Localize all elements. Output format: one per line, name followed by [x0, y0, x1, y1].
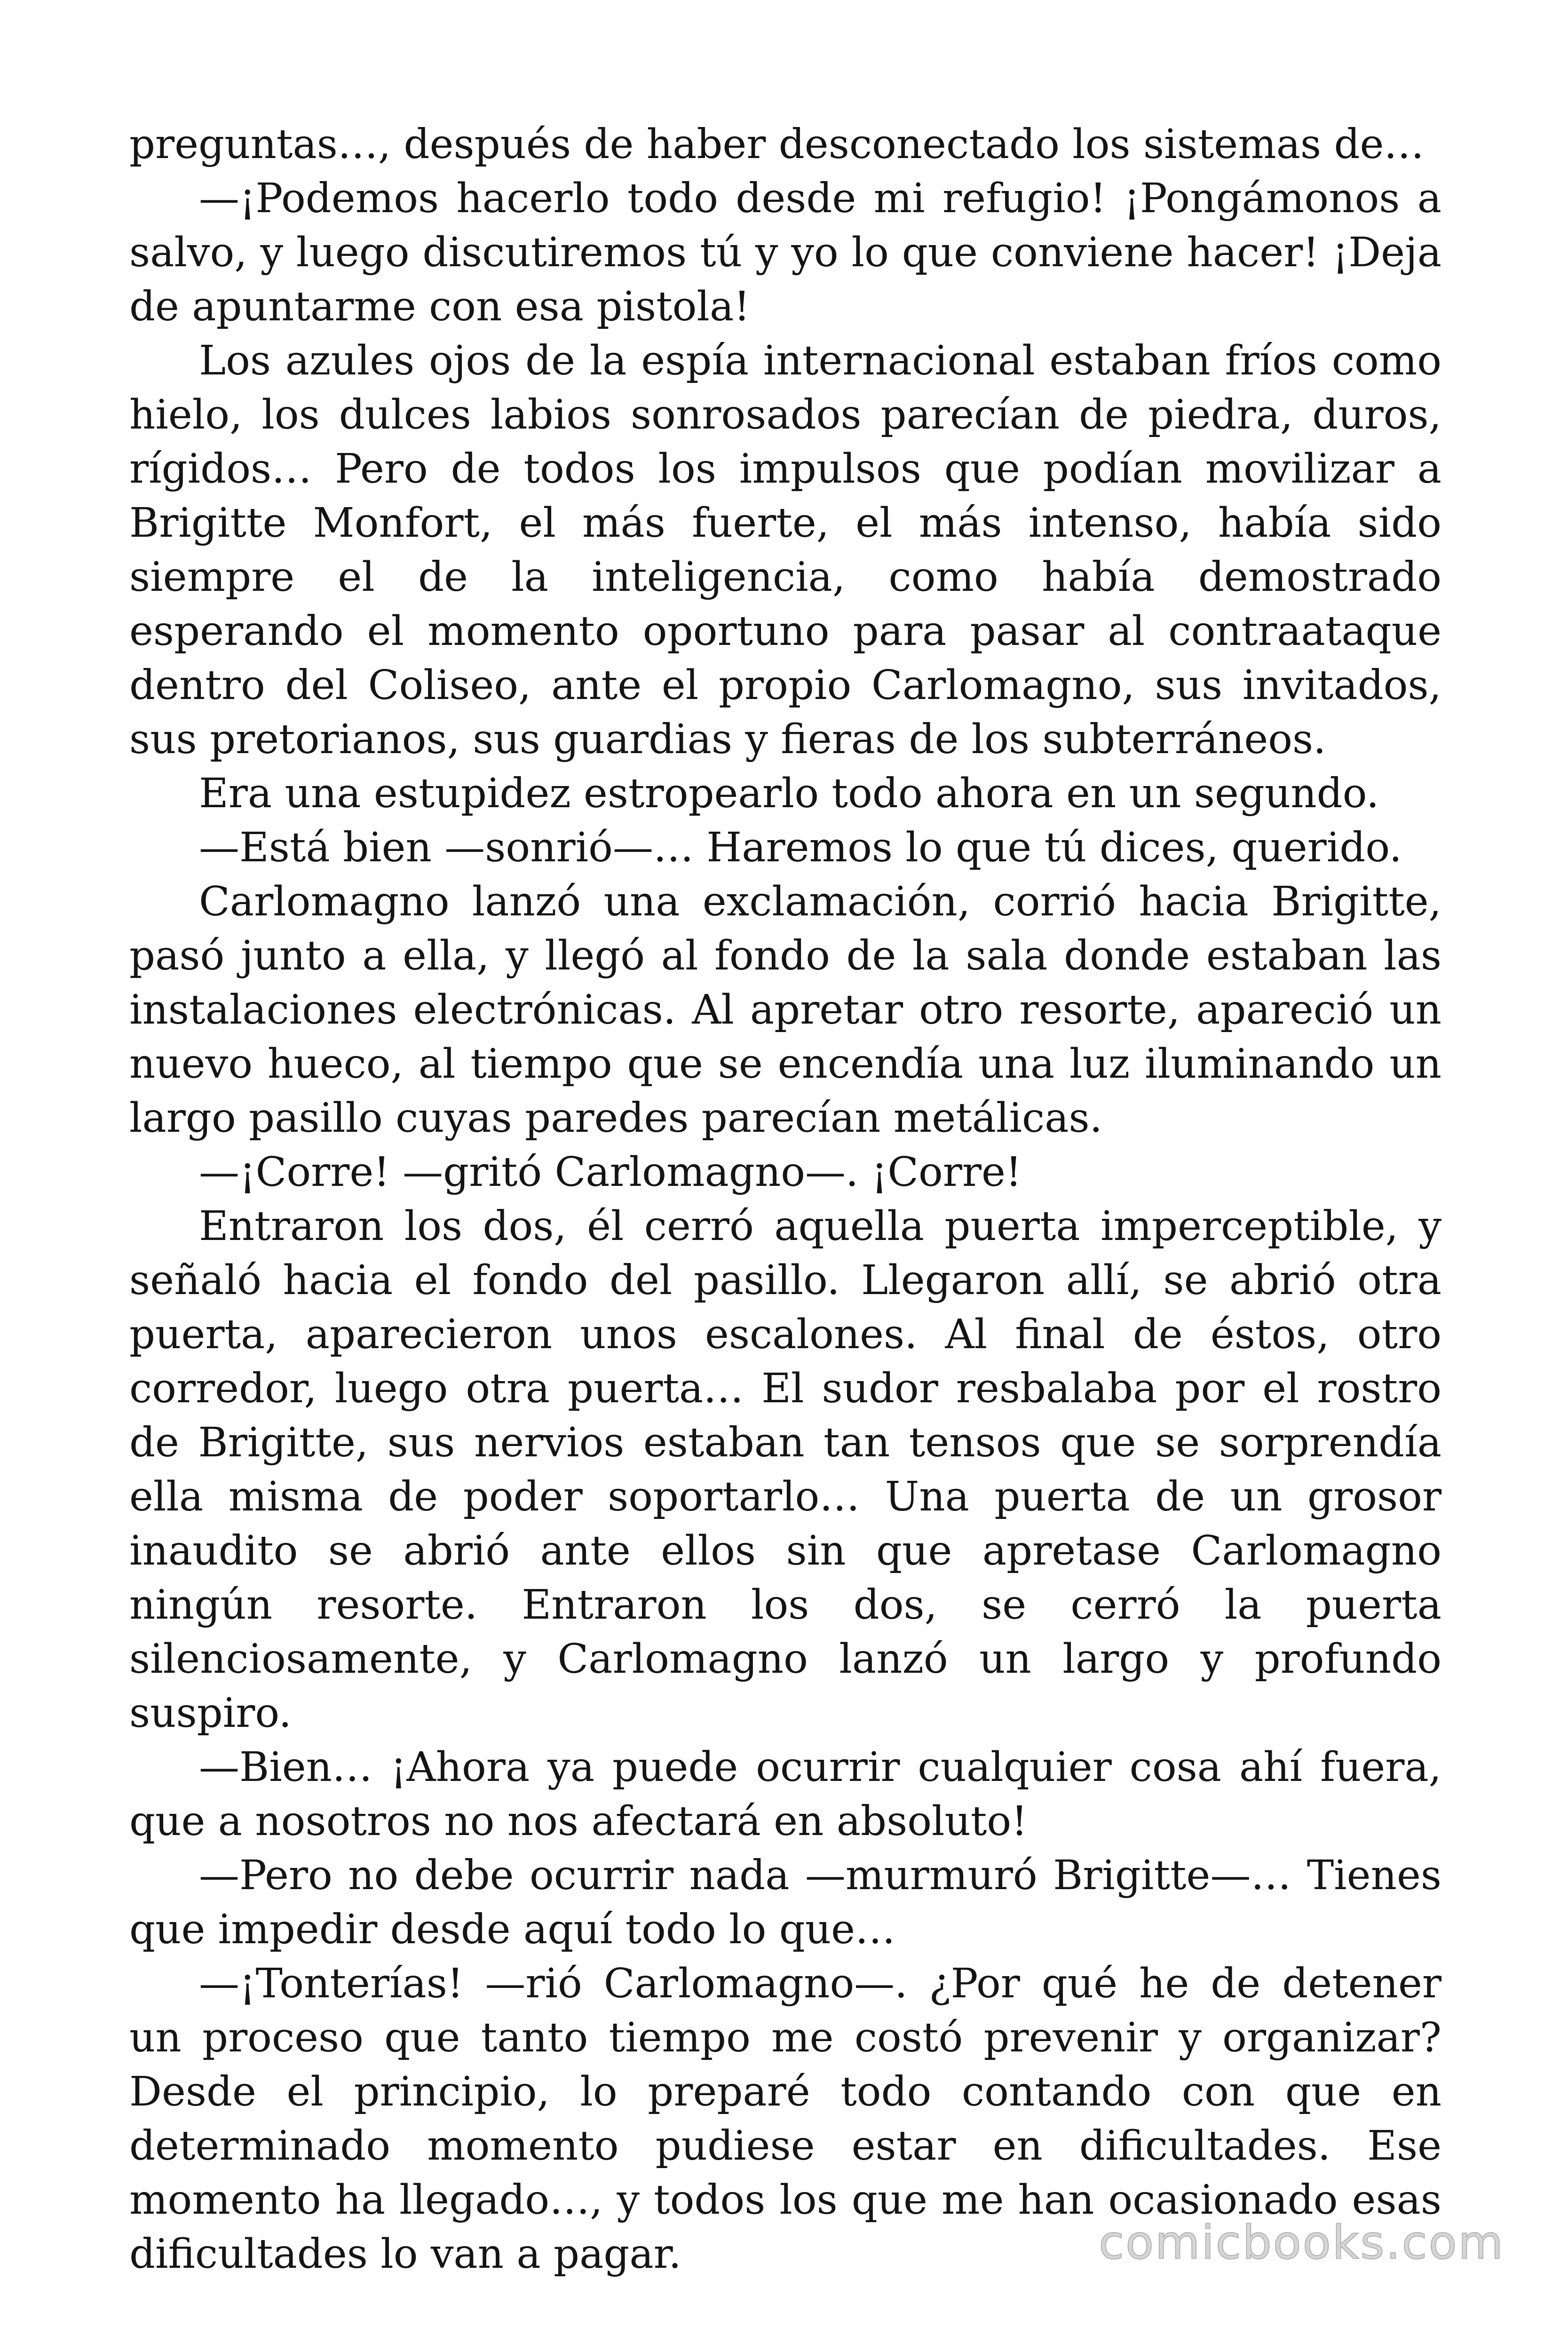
watermark: comicbooks.com [1099, 2216, 1505, 2270]
paragraph: Carlomagno lanzó una exclamación, corrió hacia Brigitte, pasó junto a ella, y llegó al fondo de la sala donde estaban las instalaciones electrónicas. Al apretar otro resorte, apareció un nuevo hueco, al tiempo que se encendía una luz iluminando un largo pasillo cuyas paredes parecían metálicas. [129, 878, 1441, 1142]
paragraph: Los azules ojos de la espía internacional estaban fríos como hielo, los dulces labios sonrosados parecían de piedra, duros, rígidos… Pero de todos los impulsos que podían movilizar a Brigitte Monfort, el más fuerte, el más intenso, había sido siempre el de la inteligencia, como había demostrado esperando el momento oportuno para pasar al contraataque dentro del Coliseo, ante el propio Carlomagno, sus invitados, sus pretorianos, sus guardias y fieras de los subterráneos. [129, 337, 1441, 763]
paragraph: —¡Podemos hacerlo todo desde mi refugio! ¡Pongámonos a salvo, y luego discutiremos tú y yo lo que conviene hacer! ¡Deja de apuntarme con esa pistola! [129, 175, 1441, 330]
paragraph: —¡Tonterías! —rió Carlomagno—. ¿Por qué he de detener un proceso que tanto tiempo me costó prevenir y organizar? Desde el principio, lo preparé todo contando con que en determinado momento pudiese estar en dificultades. Ese momento ha llegado…, y todos los que me han ocasionado esas dificultades lo van a pagar. [129, 1960, 1441, 2278]
page-body [129, 118, 1441, 2281]
paragraph: —Bien… ¡Ahora ya puede ocurrir cualquier cosa ahí fuera, que a nosotros no nos afectará en absoluto! [129, 1744, 1441, 1845]
paragraph: —Pero no debe ocurrir nada —murmuró Brigitte—… Tienes que impedir desde aquí todo lo que… [129, 1852, 1441, 1953]
paragraph: —¡Corre! —gritó Carlomagno—. ¡Corre! [199, 1149, 1022, 1196]
paragraph: Era una estupidez estropearlo todo ahora en un segundo. [199, 770, 1379, 817]
paragraph: —Está bien —sonrió—… Haremos lo que tú dices, querido. [199, 824, 1402, 871]
paragraph: preguntas…, después de haber desconectado los sistemas de… [129, 121, 1425, 168]
paragraph: Entraron los dos, él cerró aquella puerta imperceptible, y señaló hacia el fondo del pasillo. Llegaron allí, se abrió otra puerta, aparecieron unos escalones. Al final de éstos, otro corredor, luego otra puerta… El sudor resbalaba por el rostro de Brigitte, sus nervios estaban tan tensos que se sorprendía ella misma de poder soportarlo… Una puerta de un grosor inaudito se abrió ante ellos sin que apretase Carlomagno ningún resorte. Entraron los dos, se cerró la puerta silenciosamente, y Carlomagno lanzó un largo y profundo suspiro. [129, 1203, 1441, 1737]
